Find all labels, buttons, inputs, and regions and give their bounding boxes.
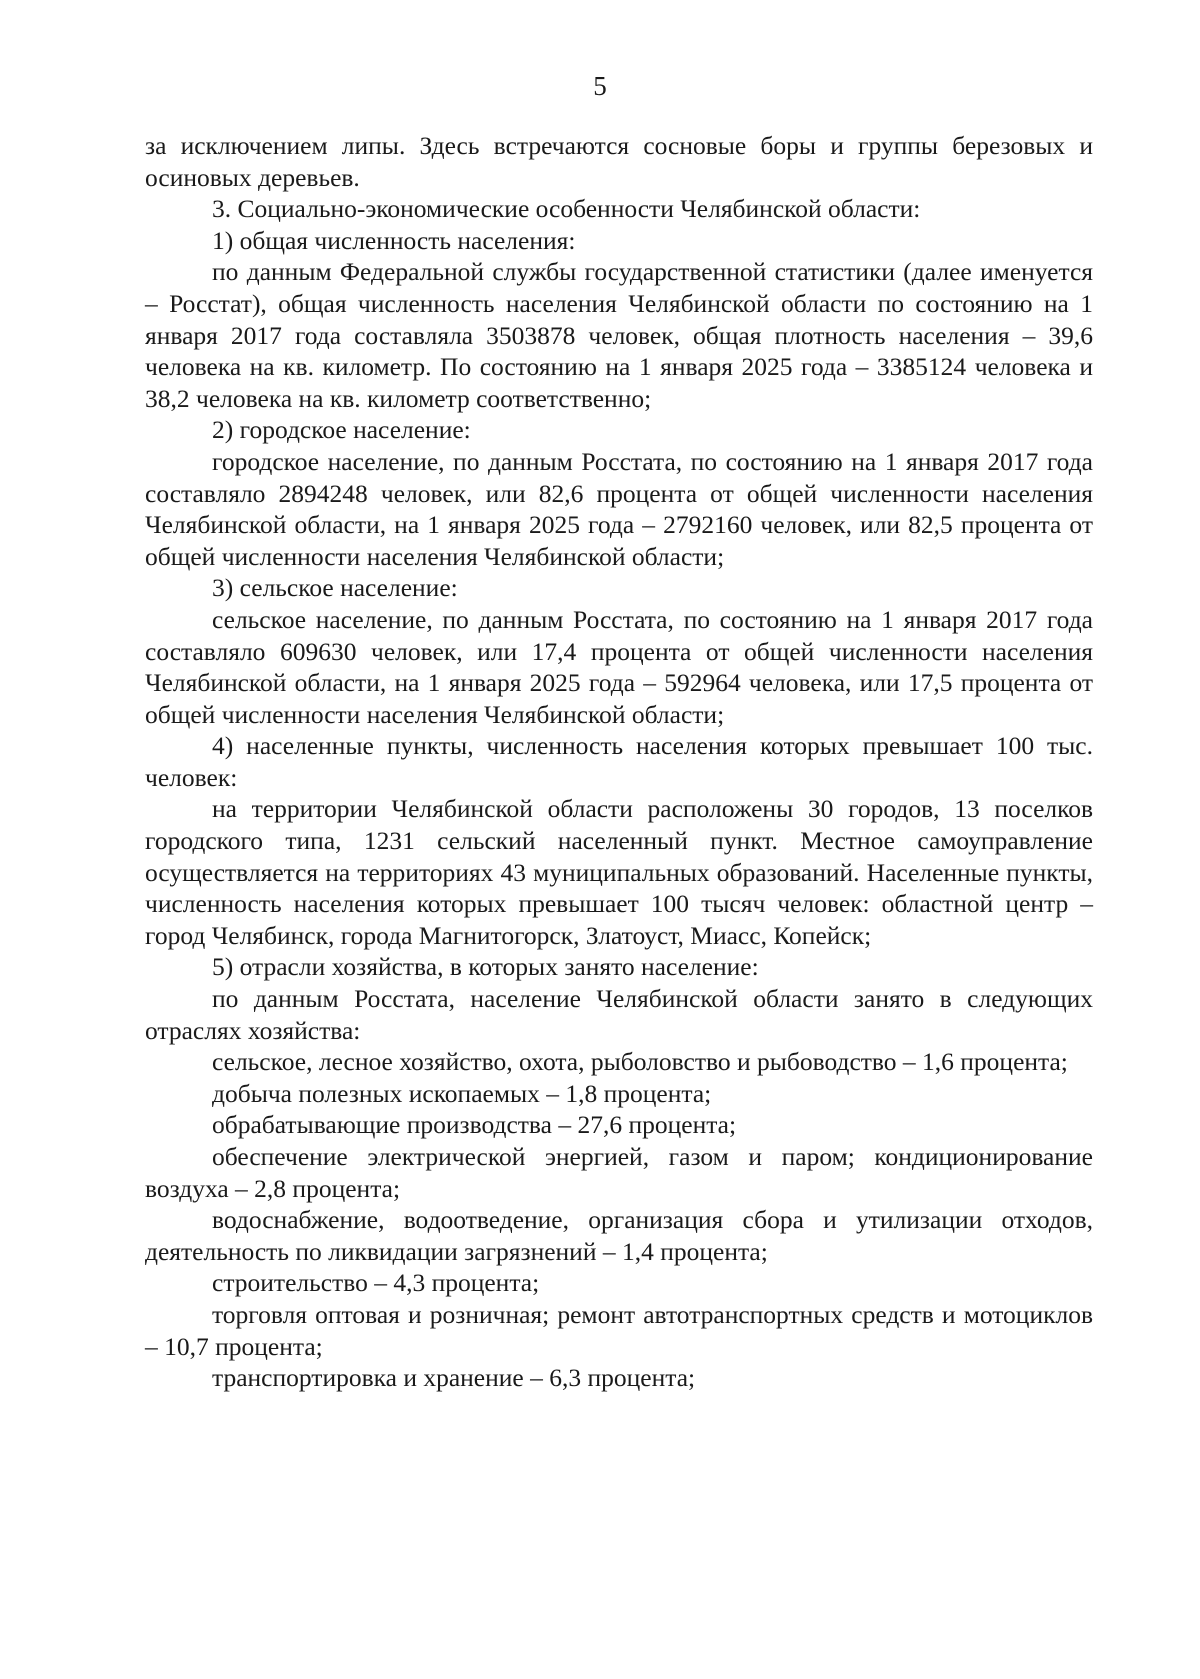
list-item-heading: 5) отрасли хозяйства, в которых занято население: (212, 952, 759, 982)
paragraph: городское население, по данным Росстата, по состоянию на 1 января 2017 года составляло 2894248 человек, или 82,6 процента от общей численности населения Челябинской области, на 1 января 2025 года – 2792160 человек, или 82,5 процента от общей численности населения Челябинской области; (145, 446, 1093, 571)
industry-item: обрабатывающие производства – 27,6 процента; (212, 1110, 737, 1140)
list-item-heading: 3) сельское население: (212, 573, 458, 603)
paragraph: по данным Росстата, население Челябинской области занято в следующих отраслях хозяйства: (145, 984, 1093, 1045)
body-text (145, 130, 1093, 1394)
list-item-heading: 4) населенные пункты, численность населения которых превышает 100 тыс. человек: (145, 731, 1093, 792)
industry-item: обеспечение электрической энергией, газом и паром; кондиционирование воздуха – 2,8 процента; (145, 1142, 1093, 1203)
industry-item: торговля оптовая и розничная; ремонт автотранспортных средств и мотоциклов – 10,7 процента; (145, 1299, 1093, 1361)
list-item-heading: 1) общая численность населения: (212, 225, 576, 255)
industry-item: транспортировка и хранение – 6,3 процента; (212, 1363, 696, 1393)
industry-item: сельское, лесное хозяйство, охота, рыболовство и рыбоводство – 1,6 процента; (212, 1047, 1068, 1077)
industry-item: водоснабжение, водоотведение, организация сбора и утилизации отходов, деятельность по ликвидации загрязнений – 1,4 процента; (145, 1205, 1093, 1266)
paragraph: на территории Челябинской области расположены 30 городов, 13 поселков городского типа, 1231 сельский населенный пункт. Местное самоуправление осуществляется на территориях 43 муниципальных образований. Населенные пункты, численность населения которых превышает 100 тысяч человек: областной центр – город Челябинск, города Магнитогорск, Златоуст, Миасс, Копейск; (145, 794, 1093, 950)
industry-item: строительство – 4,3 процента; (212, 1268, 540, 1298)
industry-item: добыча полезных ископаемых – 1,8 процента; (212, 1078, 712, 1108)
section-heading: 3. Социально-экономические особенности Челябинской области: (212, 194, 921, 224)
page-number: 5 (593, 71, 607, 101)
paragraph: за исключением липы. Здесь встречаются сосновые боры и группы березовых и осиновых деревьев. (145, 131, 1093, 192)
list-item-heading: 2) городское население: (212, 415, 471, 445)
paragraph: по данным Федеральной службы государственной статистики (далее именуется – Росстат), общая численность населения Челябинской области по состоянию на 1 января 2017 года составляла 3503878 человек, общая плотность населения – 39,6 человека на кв. километр. По состоянию на 1 января 2025 года – 3385124 человека и 38,2 человека на кв. километр соответственно; (145, 257, 1093, 413)
paragraph: сельское население, по данным Росстата, по состоянию на 1 января 2017 года составляло 609630 человек, или 17,4 процента от общей численности населения Челябинской области, на 1 января 2025 года – 592964 человека, или 17,5 процента от общей численности населения Челябинской области; (145, 604, 1093, 729)
